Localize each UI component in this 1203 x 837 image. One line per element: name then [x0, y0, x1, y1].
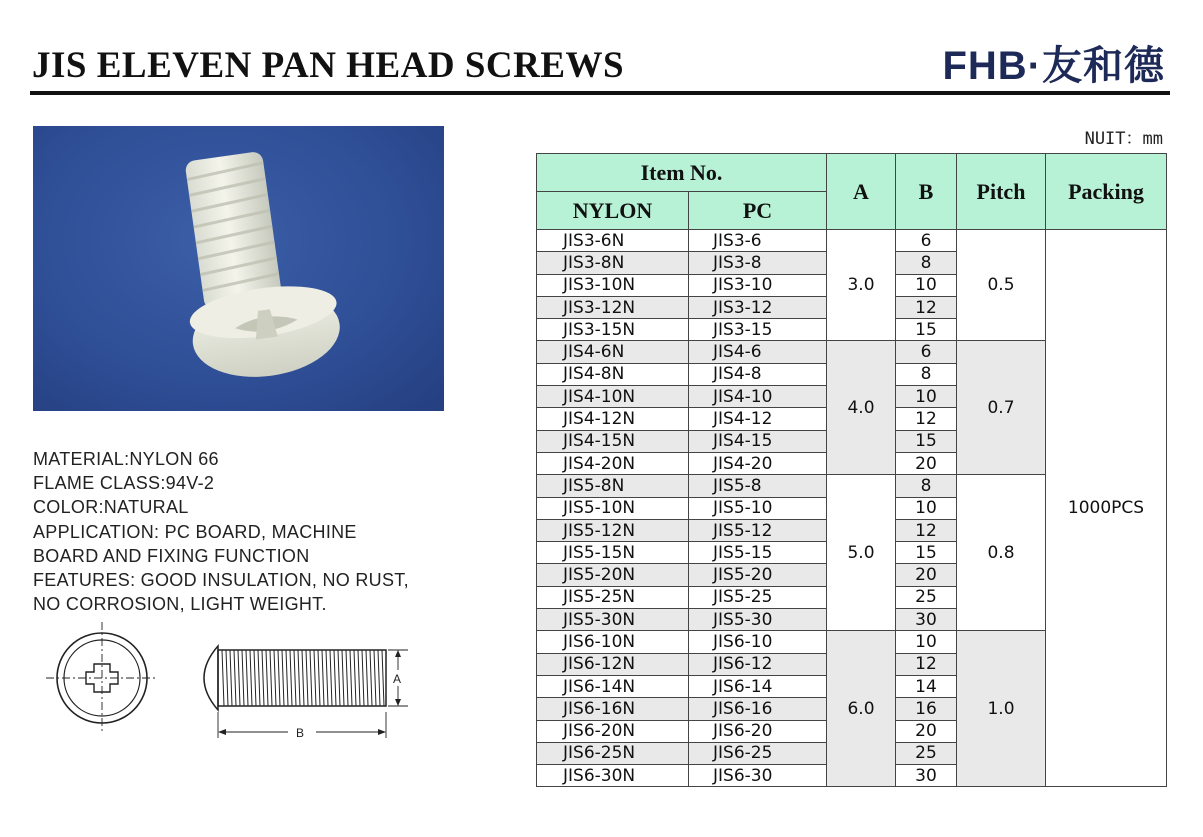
a-value-cell: 5.0 — [827, 475, 896, 631]
pc-item-cell: JIS4-10 — [689, 386, 827, 408]
b-value-cell: 12 — [896, 408, 957, 430]
screw-side-view-icon — [204, 646, 408, 738]
b-value-cell: 30 — [896, 609, 957, 631]
pc-item-cell: JIS6-16 — [689, 698, 827, 720]
nylon-item-cell: JIS3-8N — [537, 252, 689, 274]
header-item-no: Item No. — [537, 154, 827, 192]
nylon-item-cell: JIS3-15N — [537, 319, 689, 341]
pc-item-cell: JIS5-10 — [689, 497, 827, 519]
nylon-item-cell: JIS5-10N — [537, 497, 689, 519]
b-value-cell: 15 — [896, 430, 957, 452]
pc-item-cell: JIS5-30 — [689, 609, 827, 631]
pc-item-cell: JIS4-12 — [689, 408, 827, 430]
header-nylon: NYLON — [537, 192, 689, 230]
b-value-cell: 10 — [896, 631, 957, 653]
header-pc: PC — [689, 192, 827, 230]
nylon-screw-photo-icon — [33, 126, 444, 411]
pc-item-cell: JIS5-8 — [689, 475, 827, 497]
header-b: B — [896, 154, 957, 230]
pc-item-cell: JIS5-20 — [689, 564, 827, 586]
a-value-cell: 6.0 — [827, 631, 896, 787]
b-value-cell: 15 — [896, 319, 957, 341]
b-value-cell: 25 — [896, 742, 957, 764]
b-value-cell: 10 — [896, 386, 957, 408]
pc-item-cell: JIS5-12 — [689, 519, 827, 541]
spec-application-cont: BOARD AND FIXING FUNCTION — [33, 545, 310, 566]
pc-item-cell: JIS5-15 — [689, 542, 827, 564]
pc-item-cell: JIS6-20 — [689, 720, 827, 742]
spec-table — [536, 153, 1167, 787]
pc-item-cell: JIS6-12 — [689, 653, 827, 675]
b-value-cell: 20 — [896, 564, 957, 586]
pc-item-cell: JIS4-8 — [689, 363, 827, 385]
b-value-cell: 8 — [896, 475, 957, 497]
header-a: A — [827, 154, 896, 230]
pitch-value-cell: 1.0 — [957, 631, 1046, 787]
b-value-cell: 6 — [896, 341, 957, 363]
nylon-item-cell: JIS6-25N — [537, 742, 689, 764]
pc-item-cell: JIS6-14 — [689, 675, 827, 697]
b-value-cell: 30 — [896, 765, 957, 787]
pitch-value-cell: 0.8 — [957, 475, 1046, 631]
pc-item-cell: JIS3-6 — [689, 230, 827, 252]
nylon-item-cell: JIS5-8N — [537, 475, 689, 497]
nylon-item-cell: JIS5-30N — [537, 609, 689, 631]
spec-flame-class: FLAME CLASS:94V-2 — [33, 473, 215, 494]
nylon-item-cell: JIS3-6N — [537, 230, 689, 252]
brand-logo: FHB·友和德 — [942, 44, 1165, 88]
b-value-cell: 20 — [896, 452, 957, 474]
spec-application: APPLICATION: PC BOARD, MACHINE — [33, 521, 357, 542]
spec-list — [33, 447, 409, 616]
nylon-item-cell: JIS6-16N — [537, 698, 689, 720]
nylon-item-cell: JIS5-25N — [537, 586, 689, 608]
pitch-value-cell: 0.7 — [957, 341, 1046, 475]
header-packing: Packing — [1046, 154, 1167, 230]
dimension-a-label: A — [393, 672, 402, 686]
b-value-cell: 10 — [896, 274, 957, 296]
b-value-cell: 8 — [896, 252, 957, 274]
pc-item-cell: JIS3-8 — [689, 252, 827, 274]
pc-item-cell: JIS6-25 — [689, 742, 827, 764]
nylon-item-cell: JIS3-10N — [537, 274, 689, 296]
spec-features: FEATURES: GOOD INSULATION, NO RUST, — [33, 570, 409, 591]
nylon-item-cell: JIS6-10N — [537, 631, 689, 653]
b-value-cell: 6 — [896, 230, 957, 252]
table-row — [537, 230, 1167, 252]
a-value-cell: 4.0 — [827, 341, 896, 475]
pc-item-cell: JIS5-25 — [689, 586, 827, 608]
nylon-item-cell: JIS4-10N — [537, 386, 689, 408]
b-value-cell: 8 — [896, 363, 957, 385]
b-value-cell: 16 — [896, 698, 957, 720]
a-value-cell: 3.0 — [827, 230, 896, 341]
packing-value-cell: 1000PCS — [1046, 230, 1167, 787]
nylon-item-cell: JIS3-12N — [537, 296, 689, 318]
nylon-item-cell: JIS4-8N — [537, 363, 689, 385]
nylon-item-cell: JIS4-20N — [537, 452, 689, 474]
pc-item-cell: JIS4-20 — [689, 452, 827, 474]
pitch-value-cell: 0.5 — [957, 230, 1046, 341]
pc-item-cell: JIS6-30 — [689, 765, 827, 787]
pc-item-cell: JIS3-10 — [689, 274, 827, 296]
nylon-item-cell: JIS6-20N — [537, 720, 689, 742]
b-value-cell: 15 — [896, 542, 957, 564]
nylon-item-cell: JIS4-15N — [537, 430, 689, 452]
spec-features-cont: NO CORROSION, LIGHT WEIGHT. — [33, 594, 327, 615]
nylon-item-cell: JIS5-20N — [537, 564, 689, 586]
page-title: JIS ELEVEN PAN HEAD SCREWS — [32, 45, 625, 86]
nylon-item-cell: JIS4-6N — [537, 341, 689, 363]
b-value-cell: 25 — [896, 586, 957, 608]
b-value-cell: 12 — [896, 296, 957, 318]
nylon-item-cell: JIS6-30N — [537, 765, 689, 787]
spec-color: COLOR:NATURAL — [33, 497, 189, 518]
dimension-b-label: B — [296, 726, 305, 740]
b-value-cell: 12 — [896, 519, 957, 541]
b-value-cell: 20 — [896, 720, 957, 742]
nylon-item-cell: JIS6-12N — [537, 653, 689, 675]
nylon-item-cell: JIS4-12N — [537, 408, 689, 430]
technical-drawing — [40, 620, 420, 755]
pc-item-cell: JIS4-6 — [689, 341, 827, 363]
nylon-item-cell: JIS5-12N — [537, 519, 689, 541]
screw-top-view-icon — [46, 622, 158, 734]
pc-item-cell: JIS4-15 — [689, 430, 827, 452]
unit-label: NUIT：mm — [1084, 129, 1163, 149]
b-value-cell: 14 — [896, 675, 957, 697]
product-photo — [33, 126, 444, 411]
spec-table-body — [537, 230, 1167, 787]
pc-item-cell: JIS3-15 — [689, 319, 827, 341]
nylon-item-cell: JIS5-15N — [537, 542, 689, 564]
header-pitch: Pitch — [957, 154, 1046, 230]
pc-item-cell: JIS6-10 — [689, 631, 827, 653]
b-value-cell: 12 — [896, 653, 957, 675]
pc-item-cell: JIS3-12 — [689, 296, 827, 318]
spec-material: MATERIAL:NYLON 66 — [33, 449, 219, 469]
title-divider — [30, 91, 1170, 95]
b-value-cell: 10 — [896, 497, 957, 519]
nylon-item-cell: JIS6-14N — [537, 675, 689, 697]
